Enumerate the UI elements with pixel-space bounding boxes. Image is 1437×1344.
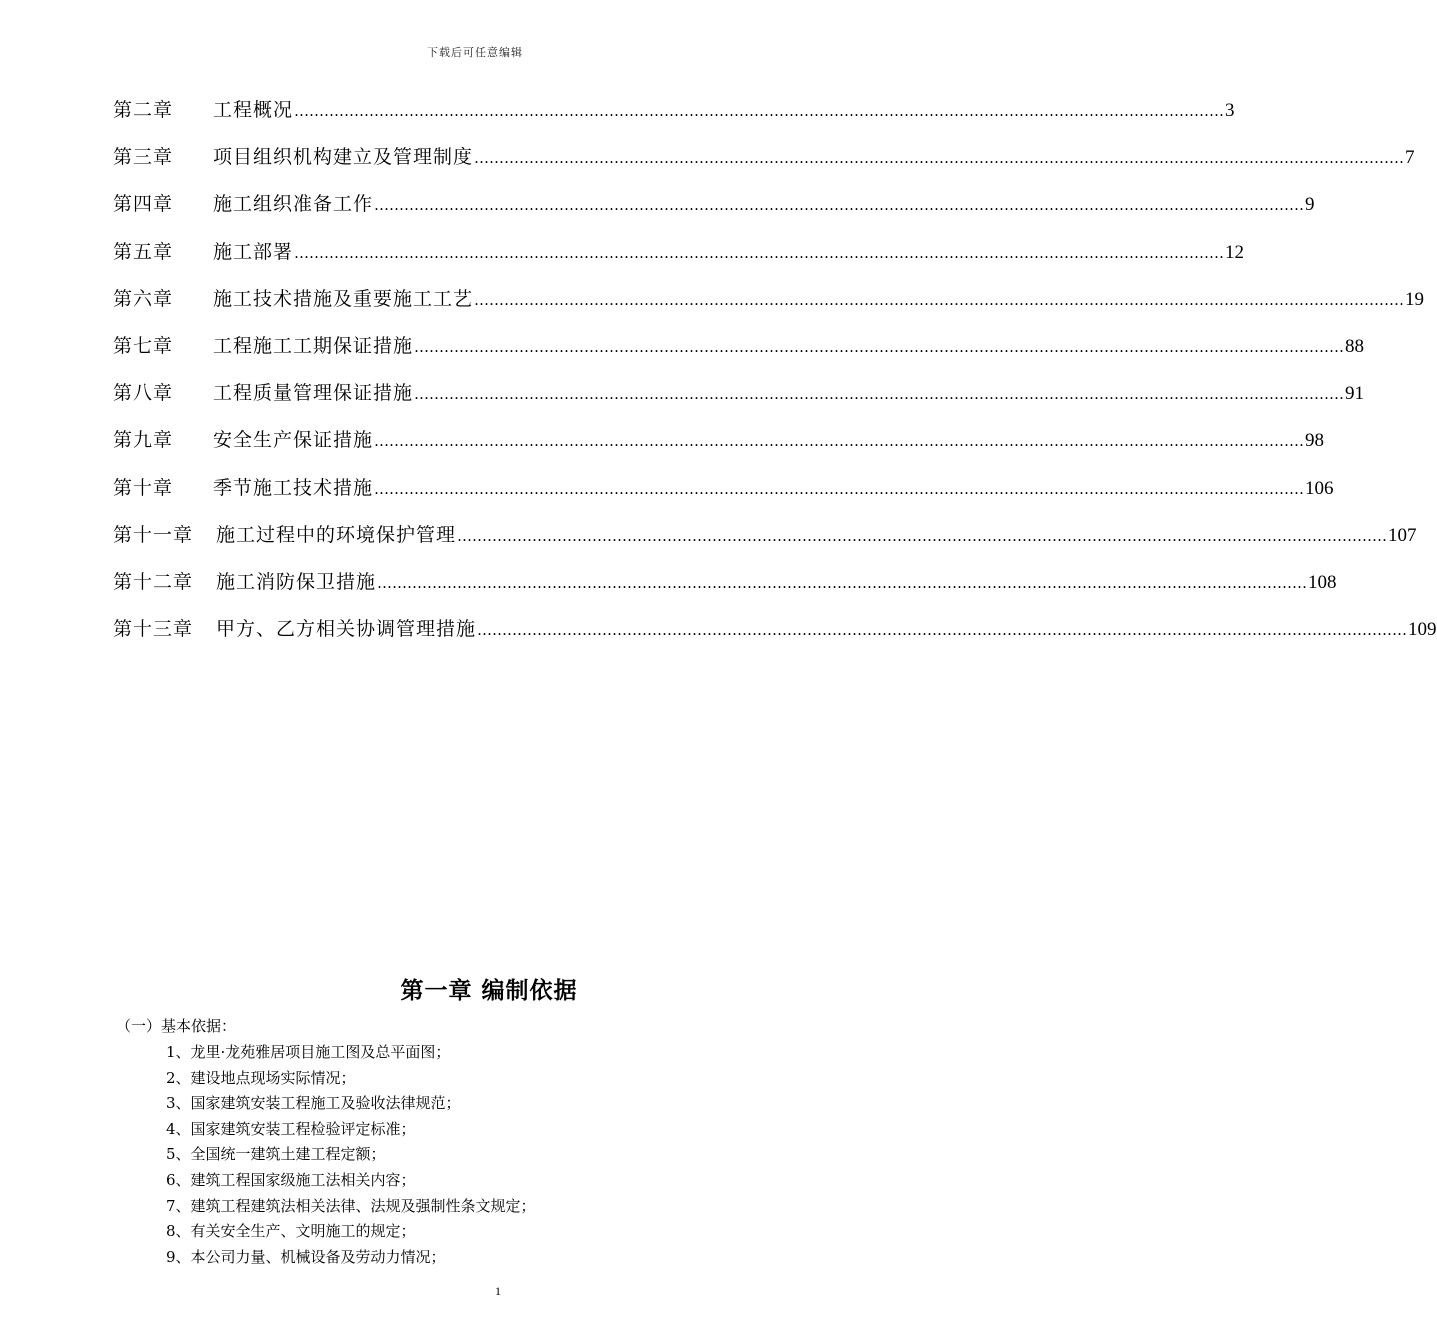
- list-item: 3、国家建筑安装工程施工及验收法律规范；: [166, 1094, 461, 1113]
- toc-page-number: 108: [1308, 571, 1337, 593]
- toc-leader-dots: ……………………………………………………………………………………………………………………………………………………………………: [294, 243, 1225, 262]
- toc-page-number: 7: [1405, 147, 1415, 169]
- toc-page-number: 107: [1388, 524, 1417, 546]
- basis-list: [166, 1040, 536, 1270]
- toc-title: 施工组织准备工作: [213, 187, 373, 221]
- toc-chapter-label: 第九章: [113, 429, 174, 452]
- toc-entry[interactable]: [113, 329, 1365, 376]
- toc-title: 施工消防保卫措施: [216, 565, 376, 599]
- chapter-one-heading: 第一章 编制依据: [400, 978, 578, 1004]
- toc-chapter-label: 第七章: [113, 334, 174, 357]
- toc-entry[interactable]: [113, 518, 1417, 565]
- toc-entry[interactable]: [113, 565, 1337, 612]
- toc-leader-dots: ……………………………………………………………………………………………………………………………………………………………………: [374, 196, 1305, 215]
- toc-leader-dots: ……………………………………………………………………………………………………………………………………………………………………: [477, 621, 1408, 640]
- toc-leader-dots: ……………………………………………………………………………………………………………………………………………………………………: [377, 573, 1308, 592]
- toc-title: 安全生产保证措施: [213, 423, 373, 457]
- toc-leader-dots: ……………………………………………………………………………………………………………………………………………………………………: [374, 432, 1305, 451]
- toc-title: 季节施工技术措施: [213, 471, 373, 505]
- toc-chapter-label: 第六章: [113, 287, 174, 310]
- toc-page-number: 3: [1225, 100, 1235, 121]
- list-item: 6、建筑工程国家级施工法相关内容；: [166, 1170, 416, 1189]
- toc-title: 工程质量管理保证措施: [213, 376, 413, 410]
- toc-page-number: 12: [1225, 241, 1245, 263]
- toc-title: 项目组织机构建立及管理制度: [213, 140, 473, 174]
- toc-title: 工程概况: [213, 93, 293, 127]
- toc-page-number: 91: [1345, 383, 1365, 405]
- toc-entry[interactable]: [113, 140, 1415, 187]
- toc-page-number: 109: [1408, 619, 1437, 641]
- toc-leader-dots: ……………………………………………………………………………………………………………………………………………………………………: [474, 149, 1405, 168]
- list-item: 5、全国统一建筑土建工程定额；: [166, 1145, 386, 1164]
- section-label-basic-basis: （一）基本依据：: [116, 1017, 237, 1035]
- toc-title: 工程施工工期保证措施: [213, 329, 413, 363]
- toc-chapter-label: 第十二章: [113, 570, 194, 593]
- page-header: 下载后可任意编辑: [427, 46, 523, 59]
- toc-leader-dots: ……………………………………………………………………………………………………………………………………………………………………: [414, 385, 1345, 404]
- toc-entry[interactable]: [113, 93, 1235, 140]
- toc-title: 甲方、乙方相关协调管理措施: [216, 612, 476, 646]
- list-item: 4、国家建筑安装工程检验评定标准；: [166, 1119, 416, 1138]
- list-item: 2、建设地点现场实际情况；: [166, 1068, 356, 1087]
- list-item: 8、有关安全生产、文明施工的规定；: [166, 1222, 416, 1241]
- toc-entry[interactable]: [113, 282, 1425, 329]
- toc-leader-dots: ……………………………………………………………………………………………………………………………………………………………………: [414, 337, 1345, 356]
- toc-chapter-label: 第四章: [113, 193, 174, 216]
- toc-leader-dots: ……………………………………………………………………………………………………………………………………………………………………: [474, 290, 1405, 309]
- toc-chapter-label: 第十章: [113, 476, 174, 499]
- toc-leader-dots: ……………………………………………………………………………………………………………………………………………………………………: [457, 526, 1388, 545]
- toc-page-number: 19: [1405, 288, 1425, 310]
- toc-chapter-label: 第十三章: [113, 618, 194, 641]
- toc-entry[interactable]: [113, 187, 1315, 234]
- list-item: 1、龙里·龙苑雅居项目施工图及总平面图；: [166, 1043, 451, 1061]
- toc-entry[interactable]: [113, 423, 1325, 470]
- table-of-contents: [113, 93, 1437, 659]
- toc-page-number: 106: [1305, 477, 1334, 499]
- toc-title: 施工部署: [213, 235, 293, 269]
- toc-entry[interactable]: [113, 235, 1245, 282]
- list-item: 7、建筑工程建筑法相关法律、法规及强制性条文规定；: [166, 1196, 536, 1215]
- page-number: 1: [495, 1284, 501, 1298]
- toc-entry[interactable]: [113, 471, 1334, 518]
- toc-title: 施工过程中的环境保护管理: [216, 518, 456, 552]
- list-item: 9、本公司力量、机械设备及劳动力情况；: [166, 1247, 446, 1266]
- toc-chapter-label: 第五章: [113, 240, 174, 263]
- toc-entry[interactable]: [113, 376, 1365, 423]
- toc-leader-dots: ……………………………………………………………………………………………………………………………………………………………………: [294, 102, 1225, 120]
- toc-chapter-label: 第三章: [113, 146, 174, 169]
- toc-page-number: 9: [1305, 194, 1315, 216]
- toc-chapter-label: 第二章: [113, 99, 174, 121]
- toc-page-number: 88: [1345, 335, 1365, 357]
- toc-chapter-label: 第八章: [113, 382, 174, 405]
- toc-page-number: 98: [1305, 430, 1325, 452]
- toc-entry[interactable]: [113, 612, 1437, 659]
- toc-leader-dots: ……………………………………………………………………………………………………………………………………………………………………: [374, 479, 1305, 498]
- toc-chapter-label: 第十一章: [113, 523, 194, 546]
- toc-title: 施工技术措施及重要施工工艺: [213, 282, 473, 316]
